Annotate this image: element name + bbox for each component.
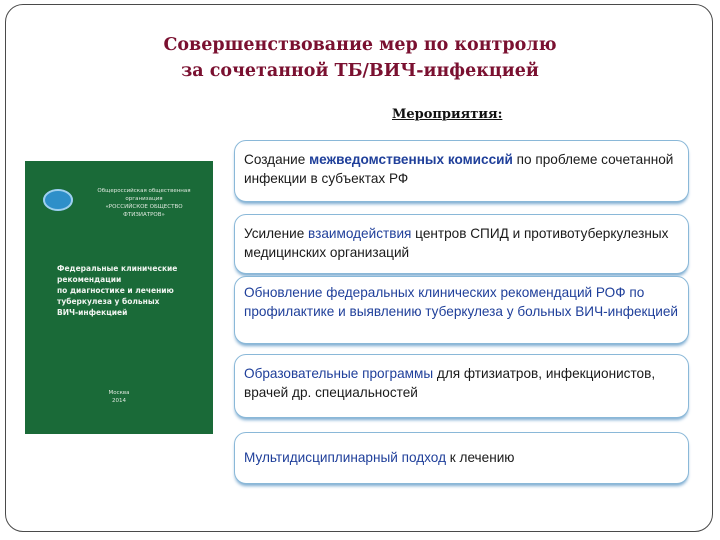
measure-item-interaction	[234, 214, 689, 274]
book-title-line: по диагностике и лечению	[57, 286, 174, 295]
publisher-line: ФТИЗИАТРОВ»	[123, 212, 165, 218]
measure-text: для фтизиатров, инфекционистов, врачей др. специальностей	[244, 366, 656, 400]
measures-heading: Мероприятия:	[392, 107, 503, 122]
measure-item-multidisciplinary	[234, 432, 689, 484]
publisher-line: «РОССИЙСКОЕ ОБЩЕСТВО	[105, 204, 183, 210]
slide-title	[0, 32, 720, 84]
measure-highlight: межведомственных комиссий	[309, 152, 513, 167]
measure-text: Создание	[244, 152, 310, 167]
measure-text: Усиление	[244, 226, 309, 241]
book-publisher	[85, 187, 203, 219]
book-title-line: туберкулеза у больных	[57, 297, 160, 306]
measure-highlight: Обновление федеральных клинических рекомендаций РОФ по профилактике и выявлению туберкулеза у больных ВИЧ-инфекцией	[244, 285, 678, 319]
book-cover-image	[25, 161, 213, 434]
measure-item-education	[234, 354, 689, 418]
measure-text: к лечению	[446, 450, 515, 465]
measure-highlight: взаимодействия	[308, 226, 412, 241]
title-line-1: Совершенствование мер по контролю	[163, 35, 557, 55]
measure-text: центров СПИД и противотуберкулезных медицинских организаций	[244, 226, 669, 260]
measure-highlight: Образовательные программы	[244, 366, 434, 381]
book-title-line: ВИЧ-инфекцией	[57, 308, 128, 317]
measure-item-commissions	[234, 140, 689, 202]
book-imprint	[25, 389, 213, 405]
book-title-line: рекомендации	[57, 275, 122, 284]
book-title	[57, 263, 207, 318]
title-line-2: за сочетанной ТБ/ВИЧ-инфекцией	[181, 61, 539, 81]
measure-highlight: Мультидисциплинарный подход	[244, 450, 447, 465]
book-title-line: Федеральные клинические	[57, 264, 178, 273]
measure-item-guidelines	[234, 276, 689, 344]
measure-text: по проблеме сочетанной инфекции в субъектах РФ	[244, 152, 674, 186]
imprint-year: 2014	[112, 398, 126, 404]
publisher-line: Общероссийская общественная организация	[97, 188, 191, 202]
imprint-city: Москва	[108, 390, 130, 396]
society-emblem-icon	[43, 189, 73, 211]
